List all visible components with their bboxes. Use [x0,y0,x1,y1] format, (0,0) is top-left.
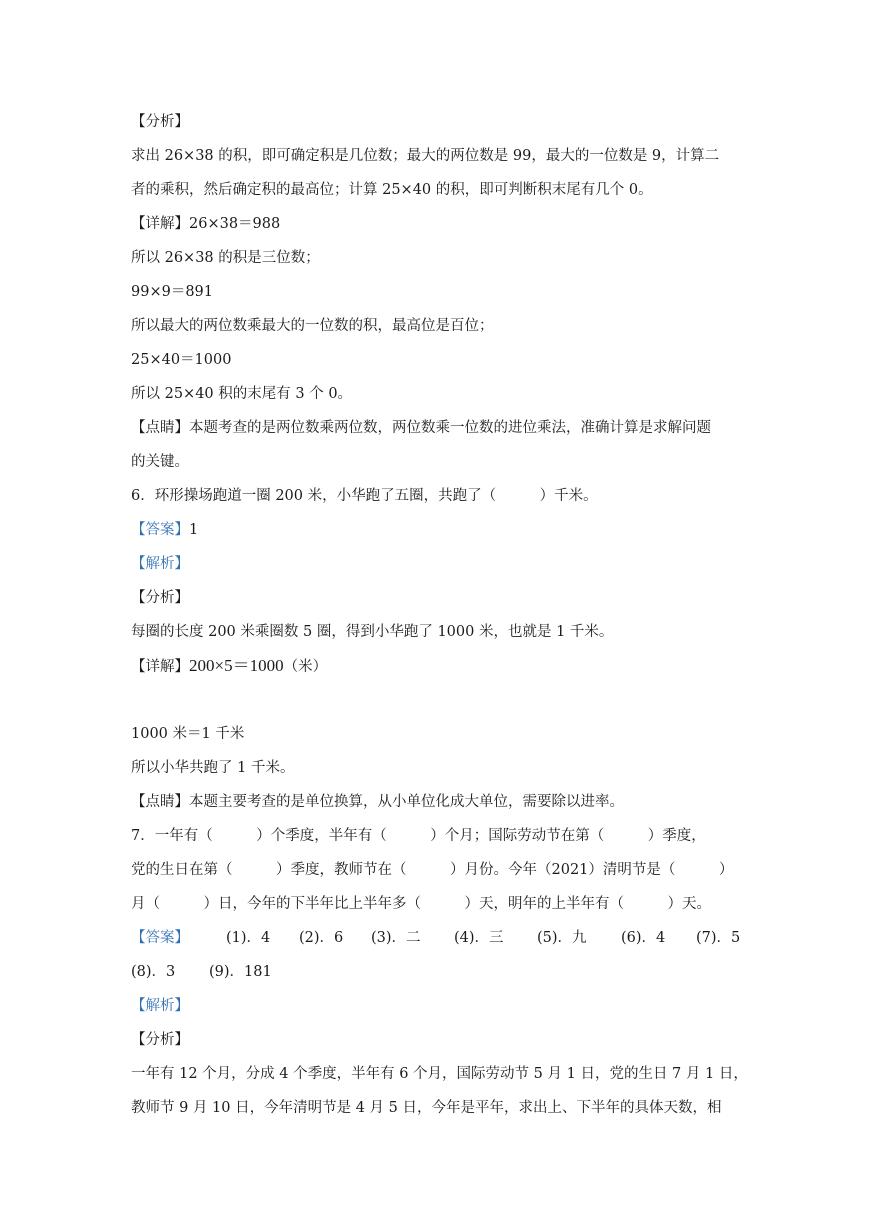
equation-line: 1000 米＝1 千米 [131,726,245,742]
section-heading-analysis: 【分析】 [131,1032,189,1048]
question-7: 7．一年有（ ）个季度，半年有（ ）个月；国际劳动节在第（ ）季度， [131,828,706,844]
explanation-label: 【解析】 [131,556,189,572]
answer-item: (3)．二 [371,930,421,946]
answer-line [131,962,331,982]
paragraph-line: 所以 26×38 的积是三位数； [131,250,320,266]
unit: （米） [283,659,328,675]
detail-line: 【详解】26×38＝988 [131,216,281,232]
answer-label: 【答案】 [131,930,189,946]
paragraph-line: 所以小华共跑了 1 千米。 [131,760,295,776]
question-7: 月（ ）日，今年的下半年比上半年多（ ）天，明年的上半年有（ ）天。 [131,896,711,912]
answer-item: (9)．181 [209,964,272,980]
comment-line: 【点睛】本题主要考查的是单位换算，从小单位化成大单位，需要除以进率。 [131,794,624,810]
answer-item: (4)．三 [454,930,504,946]
paragraph-line: 所以 25×40 积的末尾有 3 个 0。 [131,386,353,402]
question-6: 6．环形操场跑道一圈 200 米，小华跑了五圈，共跑了（ ）千米。 [131,488,598,504]
paragraph-line: 求出 26×38 的积，即可确定积是几位数；最大的两位数是 99，最大的一位数是 9，计算二 [131,148,720,164]
comment-line: 的关键。 [131,454,189,470]
paragraph-line: 每圈的长度 200 米乘圈数 5 圈，得到小华跑了 1000 米，也就是 1 千米。 [131,624,614,640]
section-heading-analysis: 【分析】 [131,590,189,606]
comment-line: 【点睛】本题考查的是两位数乘两位数，两位数乘一位数的进位乘法，准确计算是求解问题 [131,420,711,436]
equation-line: 25×40＝1000 [131,352,232,368]
paragraph-line: 者的乘积，然后确定积的最高位；计算 25×40 的积，即可判断积末尾有几个 0。 [131,182,653,198]
answer-item: (8)．3 [131,964,176,980]
answer-item: (7)．5 [696,930,741,946]
detail-label: 【详解】 [131,659,189,675]
answer-item: (1)．4 [226,930,271,946]
answer-label: 【答案】 [131,522,189,538]
paragraph-line: 教师节 9 月 10 日，今年清明节是 4 月 5 日，今年是平年，求出上、下半年的具体天数，相 [131,1100,722,1116]
answer-item: (5)．九 [537,930,587,946]
question-7: 党的生日在第（ ）季度，教师节在（ ）月份。今年（2021）清明节是（ ） [131,862,734,878]
answer-item: (6)．4 [621,930,666,946]
equation-line: 99×9＝891 [131,284,214,300]
answer-value: 1 [189,522,199,538]
paragraph-line: 一年有 12 个月，分成 4 个季度，半年有 6 个月，国际劳动节 5 月 1 日，党的生日 7 月 1 日， [131,1066,748,1082]
answer-line [131,928,751,948]
section-heading-analysis: 【分析】 [131,114,189,130]
equation: 200×5＝1000 [189,656,284,675]
paragraph-line: 所以最大的两位数乘最大的一位数的积，最高位是百位； [131,318,494,334]
answer-line [131,520,198,540]
answer-item: (2)．6 [299,930,344,946]
explanation-label: 【解析】 [131,998,189,1014]
detail-line [131,656,327,677]
